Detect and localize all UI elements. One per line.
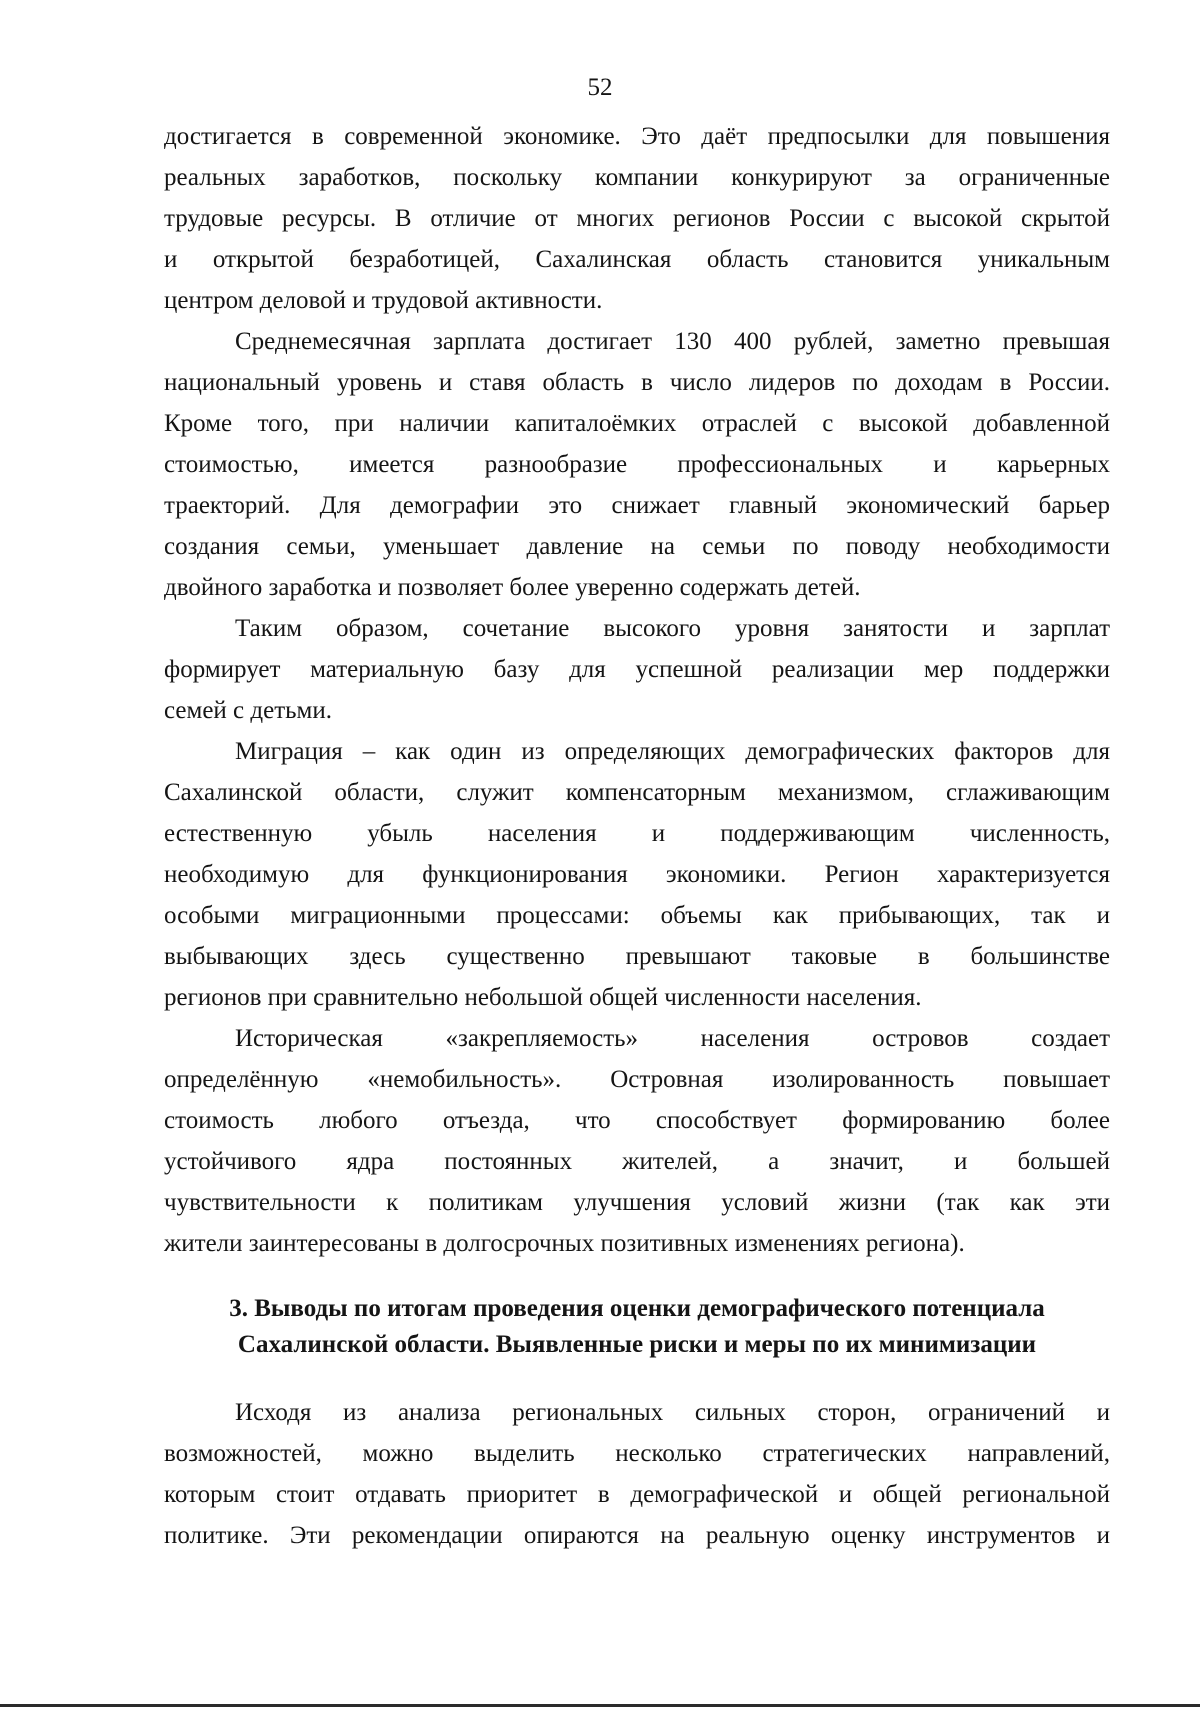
text-line: естественную убыль населения и поддерживающим численность, [164, 820, 1110, 847]
bottom-scan-edge [0, 1704, 1200, 1707]
paragraph-1 [164, 116, 1110, 321]
paragraph-3 [164, 608, 1110, 731]
text-line: Сахалинской области, служит компенсаторным механизмом, сглаживающим [164, 779, 1110, 806]
text-line: выбывающих здесь существенно превышают таковые в большинстве [164, 943, 1110, 970]
text-line: Исходя из анализа региональных сильных сторон, ограничений и [235, 1399, 1110, 1426]
text-line: траекторий. Для демографии это снижает главный экономический барьер [164, 492, 1110, 519]
text-line: возможностей, можно выделить несколько стратегических направлений, [164, 1440, 1110, 1467]
text-line: Миграция – как один из определяющих демографических факторов для [235, 738, 1110, 765]
text-line: политике. Эти рекомендации опираются на реальную оценку инструментов и [164, 1522, 1110, 1549]
section-heading-line: Сахалинской области. Выявленные риски и меры по их минимизации [237, 1331, 1037, 1358]
text-line: стоимостью, имеется разнообразие профессиональных и карьерных [164, 451, 1110, 478]
text-line: Таким образом, сочетание высокого уровня занятости и зарплат [235, 615, 1110, 642]
text-line: устойчивого ядра постоянных жителей, а значит, и большей [164, 1148, 1110, 1175]
text-line: трудовые ресурсы. В отличие от многих регионов России с высокой скрытой [164, 205, 1110, 232]
text-line: Кроме того, при наличии капиталоёмких отраслей с высокой добавленной [164, 410, 1110, 437]
text-line: стоимость любого отъезда, что способствует формированию более [164, 1107, 1110, 1134]
text-line: реальных заработков, поскольку компании конкурируют за ограниченные [164, 164, 1110, 191]
text-line: Историческая «закрепляемость» населения островов создает [235, 1025, 1110, 1052]
text-line: чувствительности к политикам улучшения условий жизни (так как эти [164, 1189, 1110, 1216]
text-line: семей с детьми. [164, 697, 332, 724]
text-line: создания семьи, уменьшает давление на семьи по поводу необходимости [164, 533, 1110, 560]
text-line: особыми миграционными процессами: объемы как прибывающих, так и [164, 902, 1110, 929]
paragraph-4 [164, 731, 1110, 1018]
paragraph-5 [164, 1018, 1110, 1264]
text-line: и открытой безработицей, Сахалинская область становится уникальным [164, 246, 1110, 273]
paragraph-2 [164, 321, 1110, 608]
section-heading [164, 1291, 1110, 1363]
paragraph-6 [164, 1392, 1110, 1556]
text-line: определённую «немобильность». Островная изолированность повышает [164, 1066, 1110, 1093]
text-line: двойного заработка и позволяет более уверенно содержать детей. [164, 574, 861, 601]
section-heading-line: 3. Выводы по итогам проведения оценки демографического потенциала [229, 1295, 1045, 1322]
text-line: национальный уровень и ставя область в число лидеров по доходам в России. [164, 369, 1110, 396]
text-line: необходимую для функционирования экономики. Регион характеризуется [164, 861, 1110, 888]
page-number: 52 [587, 74, 613, 101]
text-line: центром деловой и трудовой активности. [164, 287, 603, 314]
text-line: жители заинтересованы в долгосрочных позитивных изменениях региона). [164, 1230, 965, 1257]
text-line: регионов при сравнительно небольшой общей численности населения. [164, 984, 922, 1011]
text-line: формирует материальную базу для успешной реализации мер поддержки [164, 656, 1110, 683]
text-line: достигается в современной экономике. Это даёт предпосылки для повышения [164, 123, 1110, 150]
text-line: которым стоит отдавать приоритет в демографической и общей региональной [164, 1481, 1110, 1508]
text-line: Среднемесячная зарплата достигает 130 400 рублей, заметно превышая [235, 328, 1110, 355]
